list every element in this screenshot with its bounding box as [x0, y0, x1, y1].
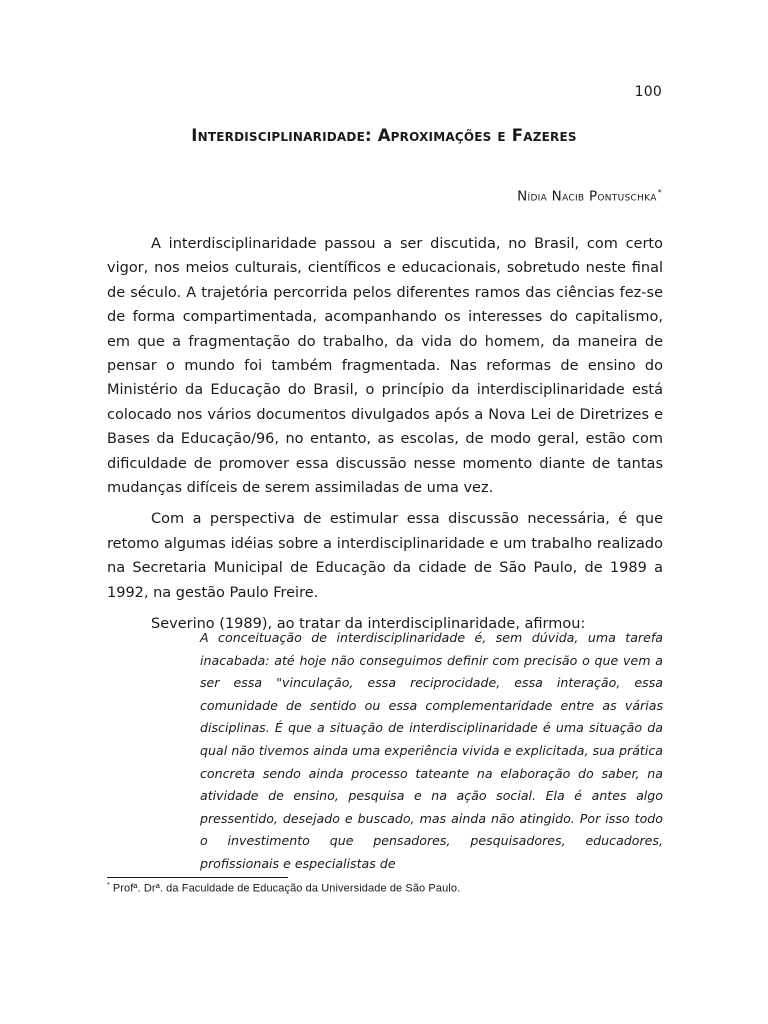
author-line — [517, 188, 662, 205]
footnote-text: Profª. Drª. da Faculdade de Educação da Universidade de São Paulo. — [112, 882, 461, 895]
paragraph: Com a perspectiva de estimular essa discussão necessária, é que retomo algumas idéias sobre a interdisciplinaridade e um trabalho realizado na Secretaria Municipal de Educação da cidade de São Paulo, de 1989 a 1992, na gestão Paulo Freire. — [107, 511, 663, 601]
page-number: 100 — [634, 84, 662, 100]
footnote — [107, 882, 460, 895]
block-quote: A conceituação de interdisciplinaridade é, sem dúvida, uma tarefa inacabada: até hoje não conseguimos definir com precisão o que vem a ser essa "vinculação, essa reciprocidade, essa interação, essa comunidade de sentido ou essa complementaridade entre as várias disciplinas. É que a situação de interdisciplinaridade é uma situação da qual não tivemos ainda uma experiência vivida e explicitada, sua prática concreta sendo ainda processo tateante na elaboração do saber, na atividade de ensino, pesquisa e na ação social. Ela é antes algo pressentido, desejado e buscado, mas ainda não atingido. Por isso todo o investimento que pensadores, pesquisadores, educadores, profissionais e especialistas de — [200, 630, 663, 871]
author-footnote-mark: * — [657, 188, 662, 197]
body-text — [107, 232, 663, 637]
footnote-divider — [107, 877, 288, 878]
document-title: Interdisciplinaridade: Aproximações e Fazeres — [191, 126, 577, 145]
author-name: Nídia Nacib Pontuschka — [517, 188, 657, 205]
footnote-mark: * — [107, 882, 110, 889]
paragraph: Severino (1989), ao tratar da interdisciplinaridade, afirmou: — [151, 616, 586, 633]
paragraph: A interdisciplinaridade passou a ser discutida, no Brasil, com certo vigor, nos meios culturais, científicos e educacionais, sobretudo neste final de século. A trajetória percorrida pelos diferentes ramos das ciências fez-se de forma compartimentada, acompanhando os interesses do capitalismo, em que a fragmentação do trabalho, da vida do homem, da maneira de pensar o mundo foi também fragmentada. Nas reformas de ensino do Ministério da Educação do Brasil, o princípio da interdisciplinaridade está colocado nos vários documentos divulgados após a Nova Lei de Diretrizes e Bases da Educação/96, no entanto, as escolas, de modo geral, estão com dificuldade de promover essa discussão nesse momento diante de tantas mudanças difíceis de serem assimiladas de uma vez. — [107, 236, 663, 497]
